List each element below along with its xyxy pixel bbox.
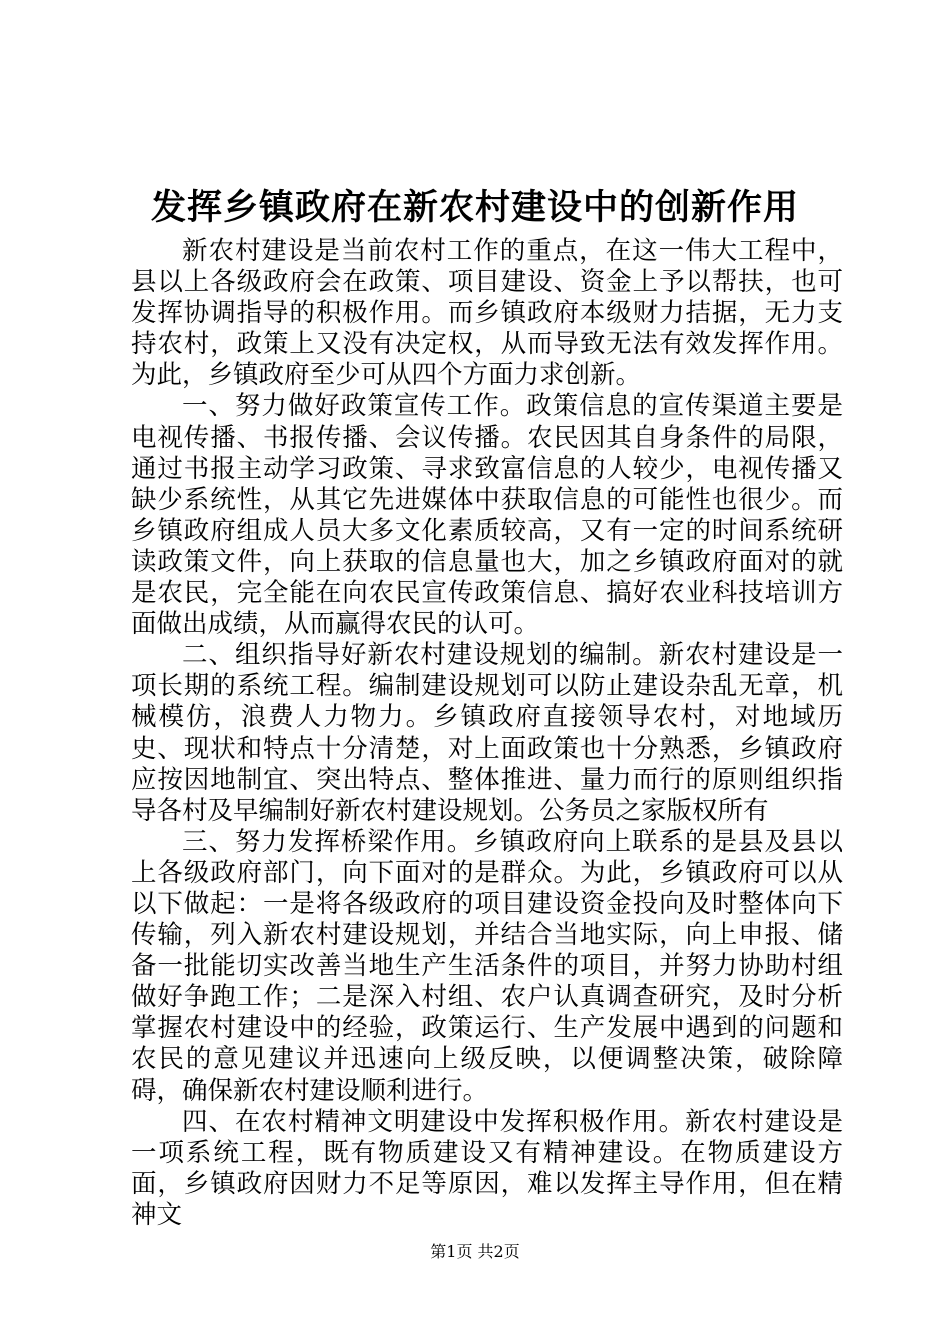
paragraph-section-4: 四、在农村精神文明建设中发挥积极作用。新农村建设是一项系统工程，既有物质建设又有精神建设。在物质建设方面，乡镇政府因财力不足等原因，难以发挥主导作用，但在精神文: [131, 1106, 843, 1230]
paragraph-intro: 新农村建设是当前农村工作的重点，在这一伟大工程中，县以上各级政府会在政策、项目建设、资金上予以帮扶，也可发挥协调指导的积极作用。而乡镇政府本级财力拮据，无力支持农村，政策上又没有决定权，从而导致无法有效发挥作用。为此，乡镇政府至少可从四个方面力求创新。: [131, 236, 843, 391]
document-title: 发挥乡镇政府在新农村建设中的创新作用: [150, 187, 799, 228]
page-number-footer: 第1页 共2页: [430, 1242, 520, 1261]
paragraph-section-2: 二、组织指导好新农村建设规划的编制。新农村建设是一项长期的系统工程。编制建设规划可以防止建设杂乱无章，机械模仿，浪费人力物力。乡镇政府直接领导农村，对地域历史、现状和特点十分清楚，对上面政策也十分熟悉，乡镇政府应按因地制宜、突出特点、整体推进、量力而行的原则组织指导各村及早编制好新农村建设规划。公务员之家版权所有: [131, 640, 843, 826]
paragraph-section-3: 三、努力发挥桥梁作用。乡镇政府向上联系的是县及县以上各级政府部门，向下面对的是群众。为此，乡镇政府可以从以下做起：一是将各级政府的项目建设资金投向及时整体向下传输，列入新农村建设规划，并结合当地实际，向上申报、储备一批能切实改善当地生产生活条件的项目，并努力协助村组做好争跑工作；二是深入村组、农户认真调查研究，及时分析掌握农村建设中的经验，政策运行、生产发展中遇到的问题和农民的意见建议并迅速向上级反映，以便调整决策，破除障碍，确保新农村建设顺利进行。: [131, 826, 843, 1106]
paragraph-section-1: 一、努力做好政策宣传工作。政策信息的宣传渠道主要是电视传播、书报传播、会议传播。农民因其自身条件的局限，通过书报主动学习政策、寻求致富信息的人较少，电视传播又缺少系统性，从其它先进媒体中获取信息的可能性也很少。而乡镇政府组成人员大多文化素质较高，又有一定的时间系统研读政策文件，向上获取的信息量也大，加之乡镇政府面对的就是农民，完全能在向农民宣传政策信息、搞好农业科技培训方面做出成绩，从而赢得农民的认可。: [131, 391, 843, 640]
document-body: [131, 236, 843, 1231]
